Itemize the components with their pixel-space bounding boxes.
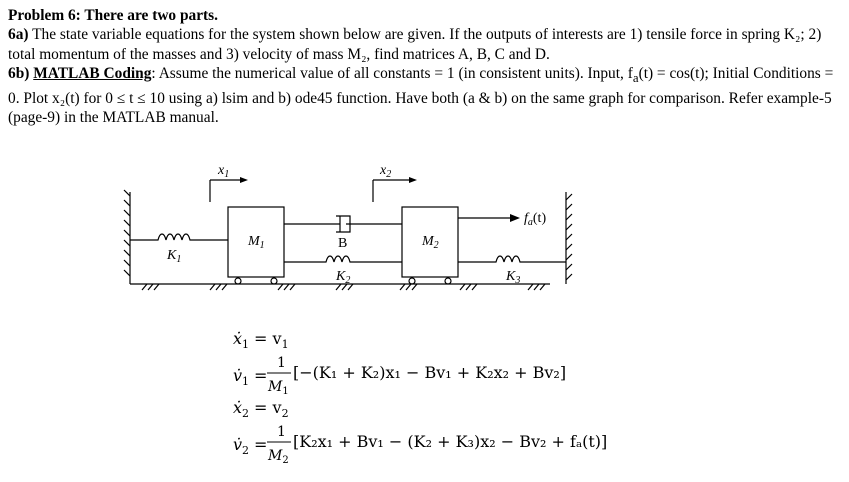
x2-reference — [373, 180, 409, 202]
x1-reference — [210, 180, 240, 202]
problem-statement — [8, 6, 846, 128]
x2-arrowhead — [409, 177, 417, 183]
part-b-label: 6b) — [8, 65, 30, 83]
part-b — [8, 64, 846, 127]
eq4-lhs: $v̇_2$ = — [233, 435, 268, 457]
part-b-text-2: (t) = cos(t); Initial Conditions = 0. Plot x₂(t) for 0 ≤ t ≤ 10 using a) lsim and b) ode45 function. Have both (a & b) on the same graph for comparison. Refer example-5 (page-9) in the MATLAB manual. — [8, 65, 834, 127]
eq4-numerator: 1 — [277, 424, 286, 440]
label-m2: $M_2$ — [422, 234, 439, 251]
eq4-denominator: $M_2$ — [268, 448, 289, 466]
label-force: $f_a(t)$ — [524, 211, 547, 228]
part-a — [8, 25, 846, 64]
m2-wheel-right — [445, 278, 451, 284]
label-k3: $K_3$ — [506, 269, 521, 286]
left-wall-hatch — [124, 190, 130, 276]
eq2-denominator: $M_1$ — [268, 379, 289, 397]
eq4-body: [K₂x₁ + Bv₁ − (K₂ + K₃)x₂ − Bv₂ + fₐ(t)] — [293, 432, 608, 451]
equations-svg — [225, 318, 645, 478]
eq1: ẋ$_1$ = $v_1$ — [233, 329, 289, 351]
eq2-body: [−(K₁ + K₂)x₁ − Bv₁ + K₂x₂ + Bv₂] — [293, 363, 567, 382]
eq3: ẋ$_2$ = $v_2$ — [233, 398, 289, 420]
part-b-subscript: a — [632, 71, 639, 86]
m2-wheel-left — [409, 278, 415, 284]
part-a-text: The state variable equations for the system shown below are given. If the outputs of interests are 1) tensile force in spring K₂; 2) total momentum of the masses and 3) velocity of mass M₂, find matrices A, B, C and D. — [8, 26, 822, 63]
label-x1: $x_1$ — [218, 163, 230, 180]
state-equations — [225, 318, 645, 478]
label-k1: $K_1$ — [167, 248, 182, 265]
floor-hatching — [142, 284, 545, 290]
eq2-lhs: $v̇_1$ = — [233, 366, 268, 388]
spring-k1 — [130, 234, 228, 240]
part-b-heading: MATLAB Coding — [33, 65, 152, 83]
right-wall-hatch — [566, 194, 572, 280]
label-x2: $x_2$ — [380, 163, 392, 180]
part-b-text-1: : Assume the numerical value of all constants = 1 (in consistent units). Input, f — [151, 65, 633, 83]
m1-wheel-right — [271, 278, 277, 284]
force-arrowhead — [510, 214, 520, 222]
part-a-label: 6a) — [8, 26, 29, 44]
x1-arrowhead — [240, 177, 248, 183]
label-m1: $M_1$ — [248, 234, 265, 251]
mechanical-system-diagram — [118, 150, 588, 300]
diagram-svg — [118, 150, 588, 300]
label-k2: $K_2$ — [336, 269, 351, 286]
spring-k2 — [284, 256, 402, 262]
eq2-numerator: 1 — [277, 355, 286, 371]
label-b: B — [338, 236, 348, 251]
spring-k3 — [458, 256, 566, 262]
problem-title: Problem 6: There are two parts. — [8, 7, 219, 24]
damper-b — [284, 216, 402, 232]
m1-wheel-left — [235, 278, 241, 284]
